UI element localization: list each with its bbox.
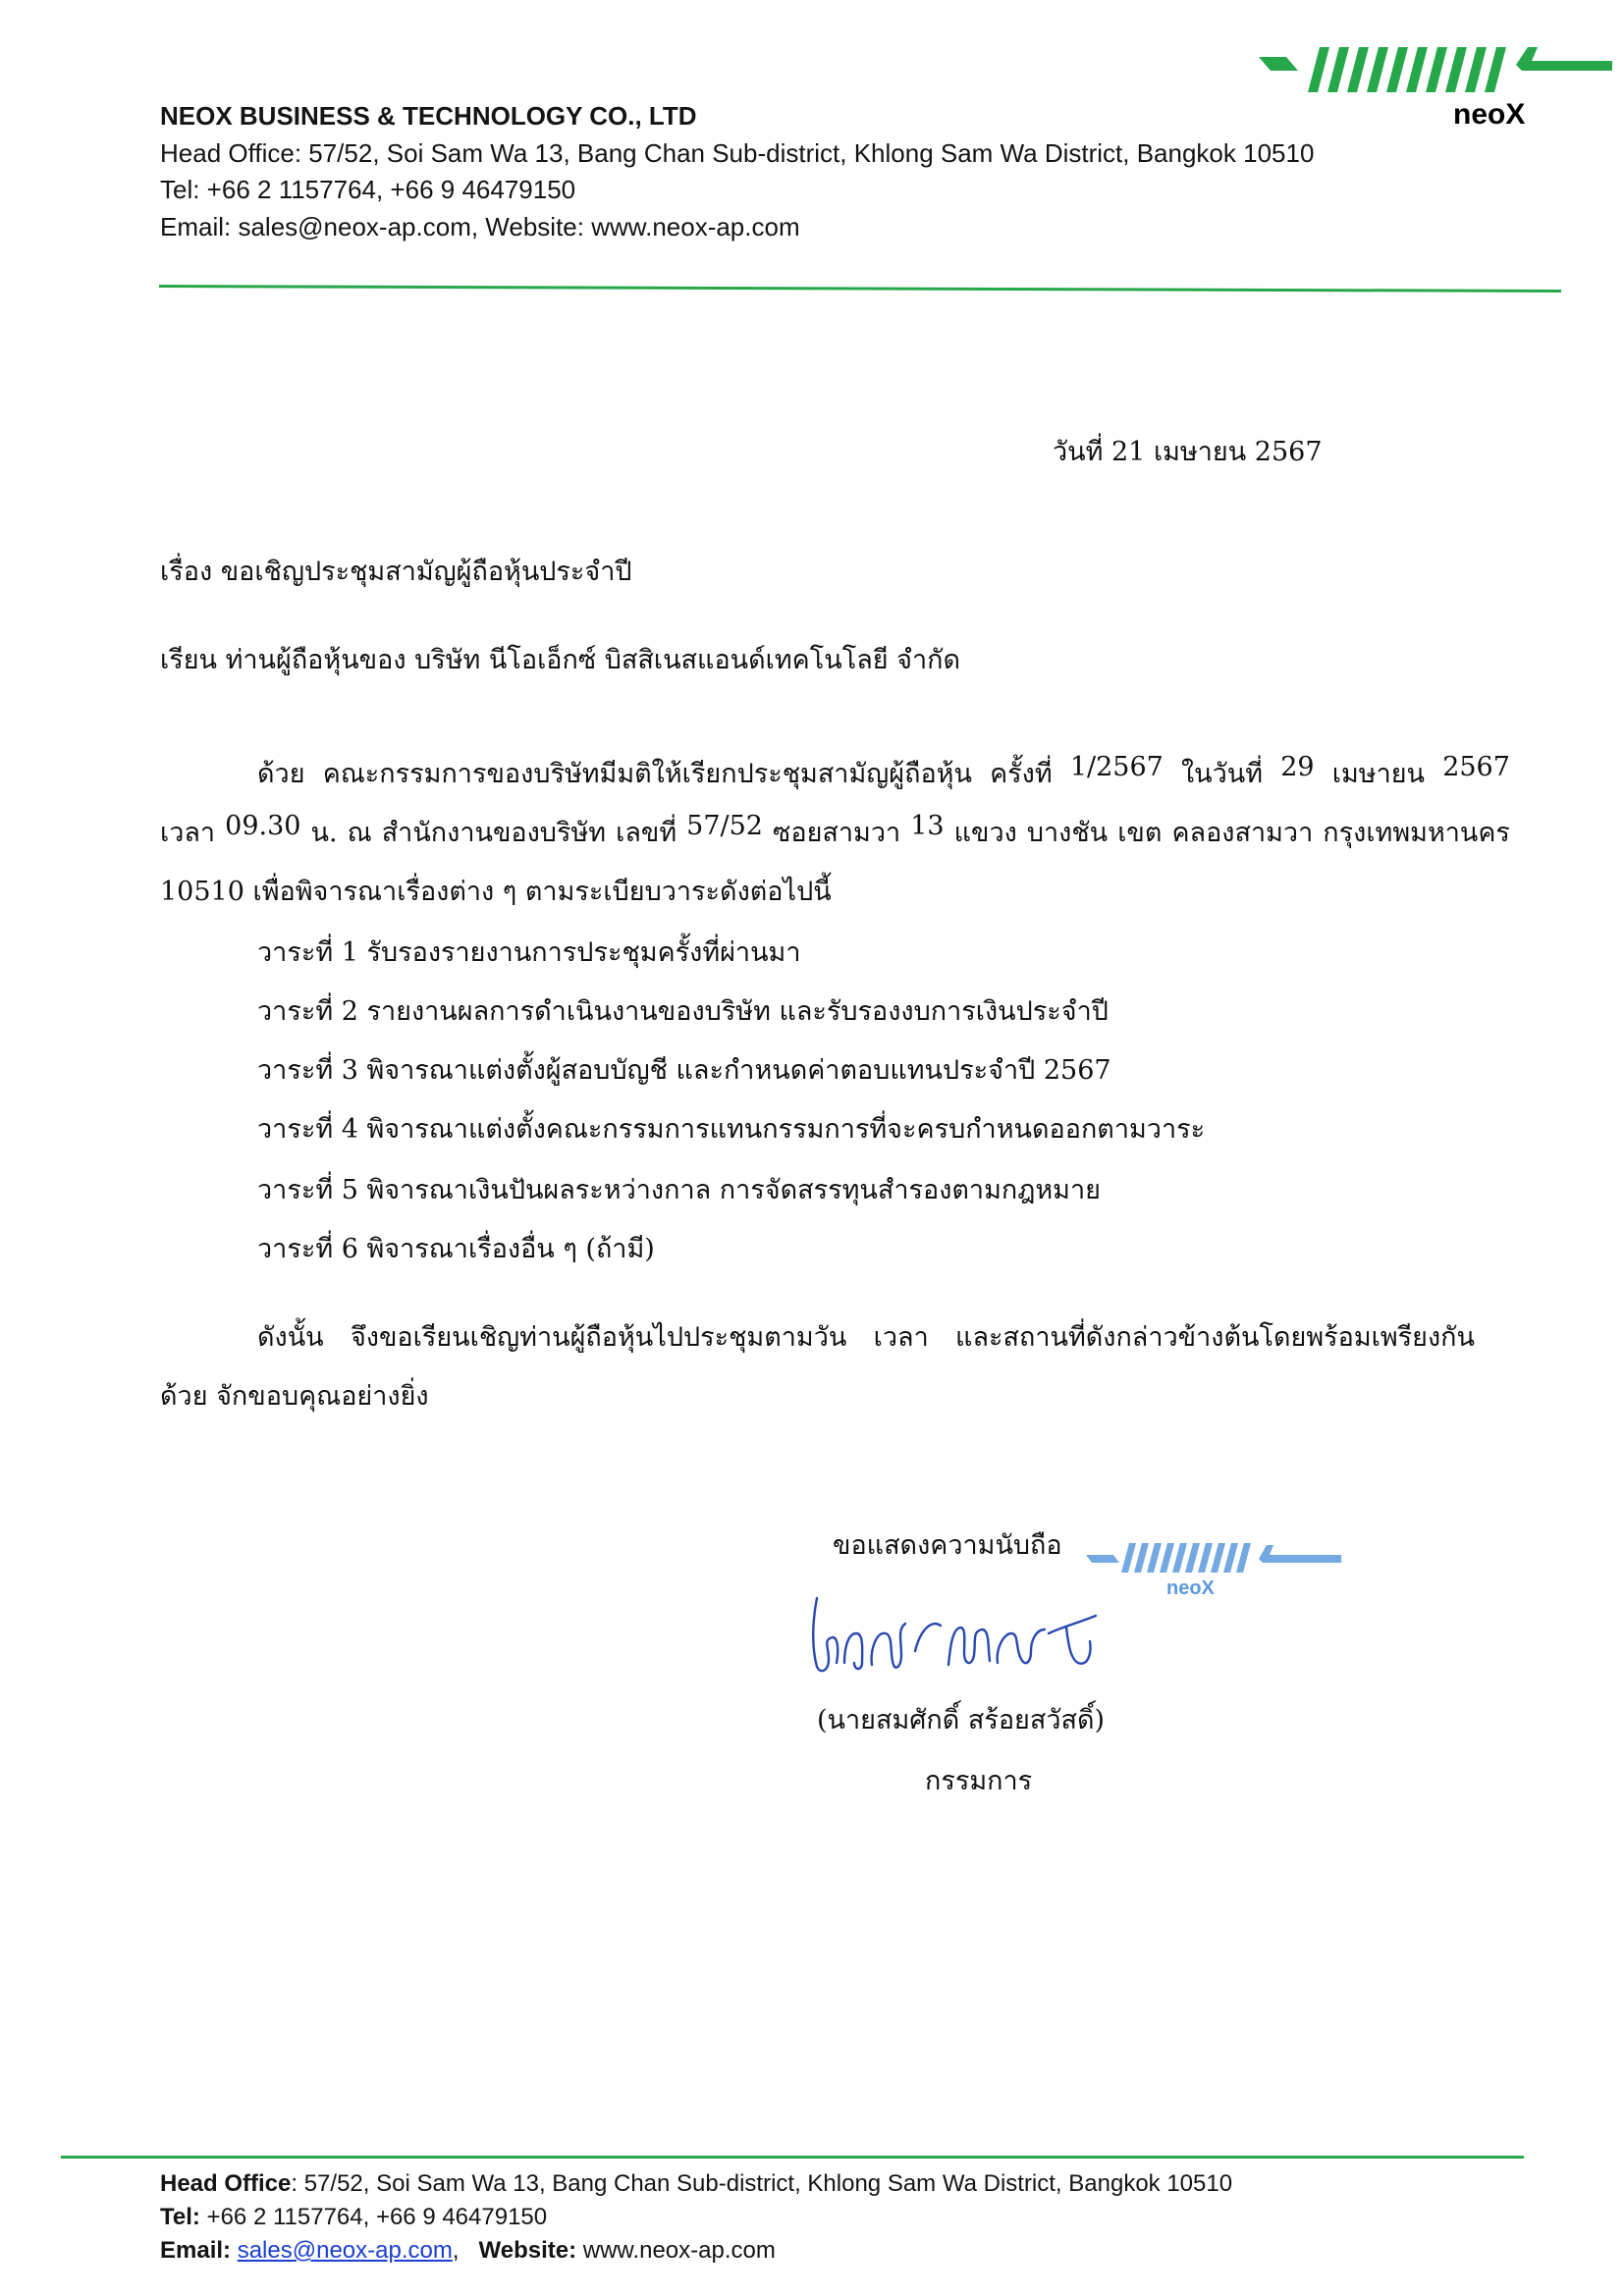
footer-office-line: Head Office: 57/52, Soi Sam Wa 13, Bang Chan Sub-district, Khlong Sam Wa District, Bangkok 10510 [160, 2170, 1233, 2197]
neox-logo [1259, 41, 1612, 130]
para1-line2: เวลา 09.30 น. ณ สำนักงานของบริษัท เลขที่ 57/52 ซอยสามวา 13 แขวง บางชัน เขต คลองสามวา กรุงเทพมหานคร [160, 811, 1510, 848]
closing-phrase: ขอแสดงความนับถือ [833, 1530, 1062, 1561]
agenda-item-5: วาระที่ 5 พิจารณาเงินปันผลระหว่างกาล การจัดสรรทุนสำรองตามกฎหมาย [257, 1175, 1101, 1205]
agenda-item-4: วาระที่ 4 พิจารณาแต่งตั้งคณะกรรมการแทนกรรมการที่จะครบกำหนดออกตามวาระ [257, 1114, 1206, 1145]
footer-contact-line: Email: sales@neox-ap.com, Website: www.neox-ap.com [160, 2237, 776, 2264]
letter-subject: เรื่อง ขอเชิญประชุมสามัญผู้ถือหุ้นประจำปี [160, 557, 632, 587]
letterhead [160, 98, 1314, 245]
telephone-line: Tel: +66 2 1157764, +66 9 46479150 [160, 175, 576, 204]
para2-line2: ด้วย จักขอบคุณอย่างยิ่ง [160, 1381, 429, 1412]
para2-line1: ดังนั้น จึงขอเรียนเชิญท่านผู้ถือหุ้นไปประชุมตามวัน เวลา และสถานที่ดังกล่าวข้างต้นโดยพร้อมเพรียงกัน [257, 1322, 1475, 1353]
signer-name: (นายสมศักดิ์ สร้อยสวัสดิ์) [817, 1705, 1106, 1735]
letter-recipient: เรียน ท่านผู้ถือหุ้นของ บริษัท นีโอเอ็กซ์ บิสสิเนสแอนด์เทคโนโลยี จำกัด [160, 645, 961, 675]
agenda-item-2: วาระที่ 2 รายงานผลการดำเนินงานของบริษัท และรับรองงบการเงินประจำปี [257, 996, 1109, 1027]
header-divider [159, 285, 1561, 293]
footer-email-link[interactable]: sales@neox-ap.com [237, 2237, 453, 2264]
footer-divider [61, 2156, 1524, 2159]
footer [160, 2167, 1232, 2268]
company-name: NEOX BUSINESS & TECHNOLOGY CO., LTD [160, 101, 697, 131]
footer-tel-line: Tel: +66 2 1157764, +66 9 46479150 [160, 2204, 548, 2230]
handwritten-signature [803, 1569, 1108, 1684]
stamp-wordmark: neoX [1166, 1577, 1215, 1599]
agenda-item-1: วาระที่ 1 รับรองรายงานการประชุมครั้งที่ผ่านมา [257, 937, 801, 968]
agenda-item-6: วาระที่ 6 พิจารณาเรื่องอื่น ๆ (ถ้ามี) [257, 1234, 655, 1264]
head-office-address: Head Office: 57/52, Soi Sam Wa 13, Bang Chan Sub-district, Khlong Sam Wa District, Bangkok 10510 [160, 137, 1315, 168]
para1-line3: 10510 เพื่อพิจารณาเรื่องต่าง ๆ ตามระเบียบวาระดังต่อไปนี้ [160, 877, 832, 907]
logo-wordmark: neoX [1453, 98, 1526, 130]
company-stamp [1086, 1529, 1341, 1608]
logo-left-wing [1259, 57, 1298, 71]
agenda-item-3: วาระที่ 3 พิจารณาแต่งตั้งผู้สอบบัญชี และกำหนดค่าตอบแทนประจำปี 2567 [257, 1055, 1111, 1086]
logo-stripes [1308, 47, 1506, 92]
letter-date: วันที่ 21 เมษายน 2567 [1053, 437, 1323, 467]
logo-right-wing [1516, 47, 1612, 71]
footer-website: www.neox-ap.com [576, 2237, 776, 2264]
signer-title: กรรมการ [925, 1766, 1033, 1796]
email-website-line: Email: sales@neox-ap.com, Website: www.neox-ap.com [160, 211, 800, 241]
para1-line1: ด้วย คณะกรรมการของบริษัทมีมติให้เรียกประชุมสามัญผู้ถือหุ้น ครั้งที่ 1/2567 ในวันที่ 29 เมษายน 2567 [257, 752, 1510, 789]
